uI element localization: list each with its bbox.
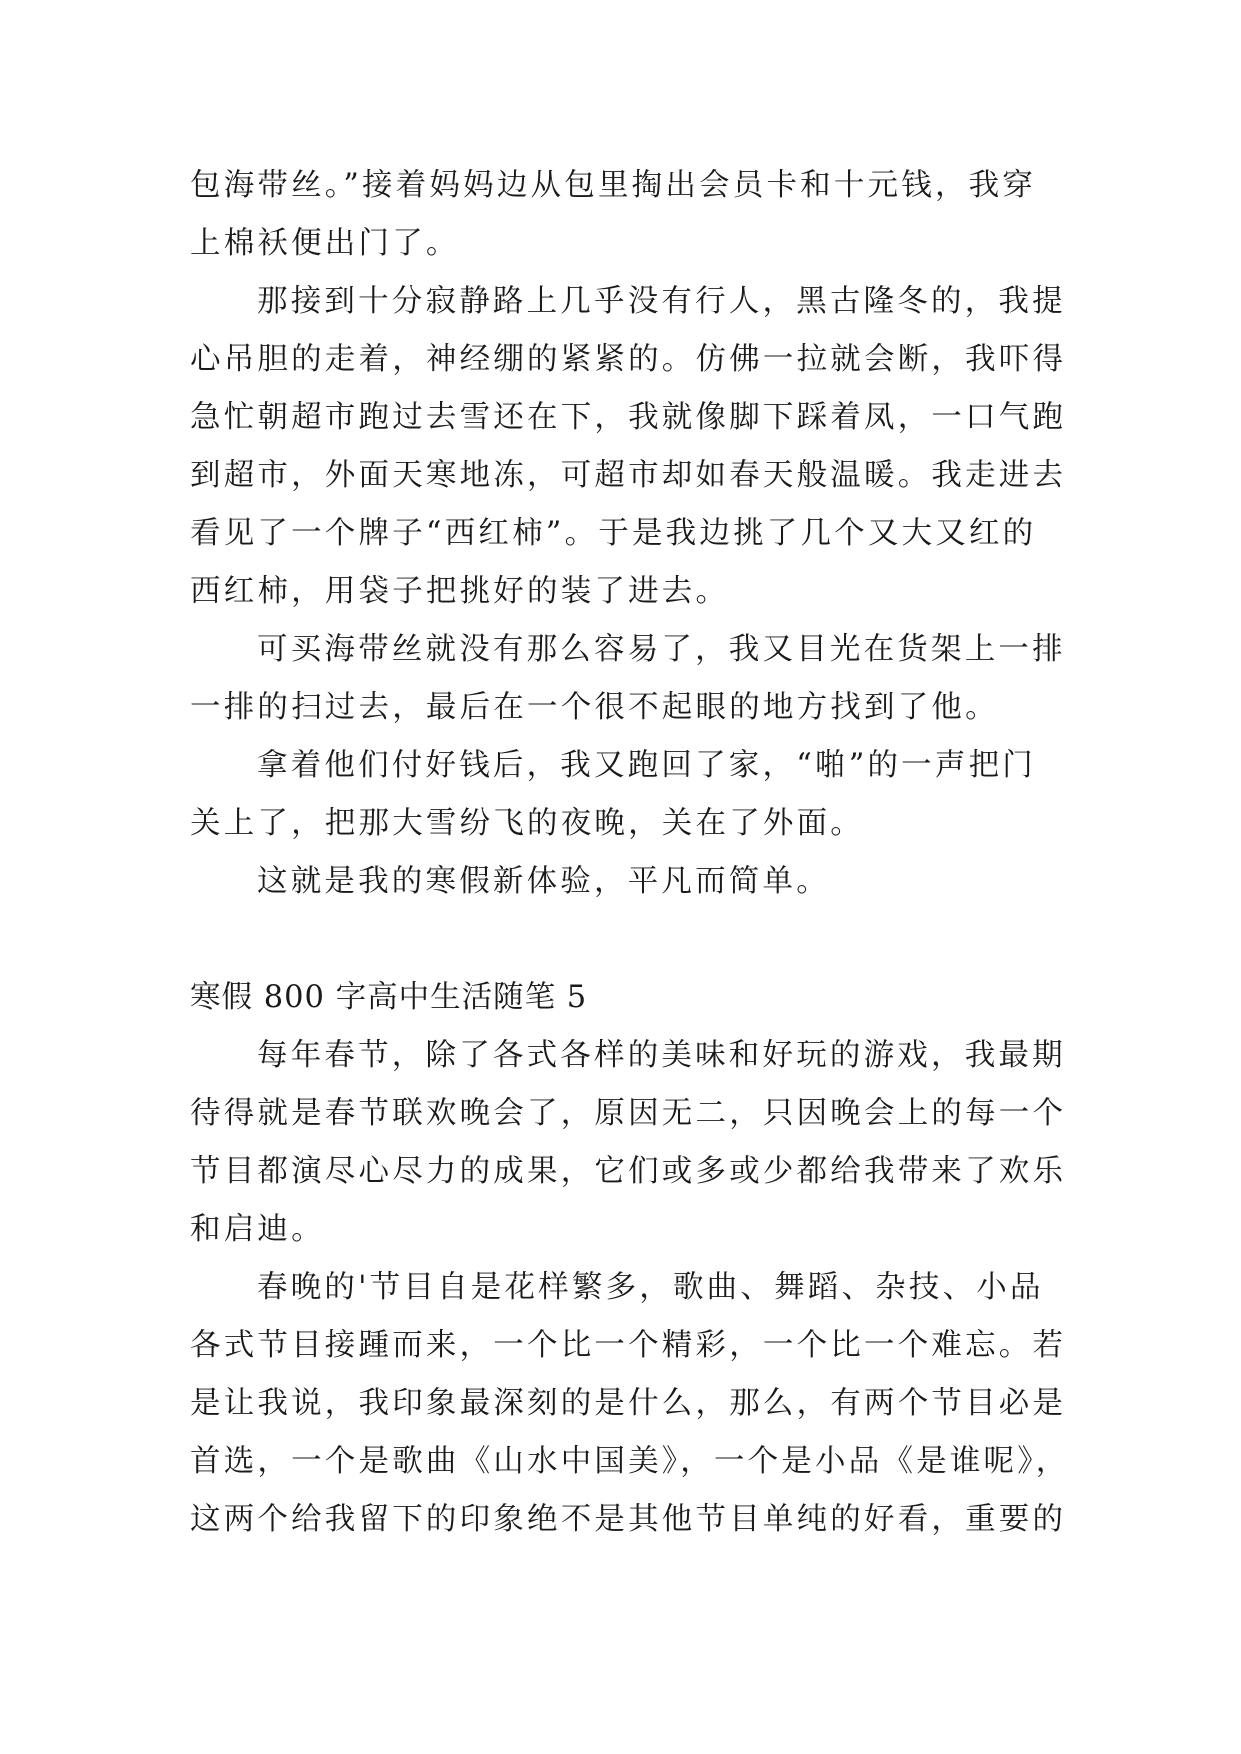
text-line: 和启迪。 (190, 1212, 325, 1247)
text-line: 拿着他们付好钱后，我又跑回了家，“啪”的一声把门 (257, 748, 1036, 783)
paragraph (190, 157, 1052, 273)
text-line: 每年春节，除了各式各样的美味和好玩的游戏，我最期 (257, 1038, 1066, 1073)
paragraph (190, 621, 1066, 737)
text-line: 看见了一个牌子“西红柿”。于是我边挑了几个又大又红的 (190, 516, 1037, 551)
text-line: 这就是我的寒假新体验，平凡而简单。 (257, 864, 830, 899)
text-line: 首选，一个是歌曲《山水中国美》，一个是小品《是谁呢》， (190, 1444, 1070, 1479)
text-line: 节目都演尽心尽力的成果，它们或多或少都给我带来了欢乐 (190, 1154, 1067, 1189)
text-line: 春晚的'节目自是花样繁多，歌曲、舞蹈、杂技、小品 (257, 1270, 1044, 1305)
text-line: 一排的扫过去，最后在一个很不起眼的地方找到了他。 (190, 690, 999, 725)
text-line: 包海带丝。”接着妈妈边从包里掏出会员卡和十元钱，我穿 (190, 168, 1037, 203)
text-line: 可买海带丝就没有那么容易了，我又目光在货架上一排 (257, 632, 1066, 667)
text-line: 急忙朝超市跑过去雪还在下，我就像脚下踩着凤，一口气跑 (190, 400, 1067, 435)
text-line: 这两个给我留下的印象绝不是其他节目单纯的好看，重要的 (190, 1502, 1067, 1537)
text-line: 心吊胆的走着，神经绷的紧紧的。仿佛一拉就会断，我吓得 (190, 342, 1067, 377)
text-line: 是让我说，我印象最深刻的是什么，那么，有两个节目必是 (190, 1386, 1067, 1421)
text-line: 上棉袄便出门了。 (190, 226, 460, 261)
paragraph (190, 273, 1067, 621)
paragraph (190, 1027, 1067, 1259)
text-line: 待得就是春节联欢晚会了，原因无二，只因晚会上的每一个 (190, 1096, 1067, 1131)
text-line: 各式节目接踵而来，一个比一个精彩，一个比一个难忘。若 (190, 1328, 1067, 1363)
paragraph (190, 1259, 1070, 1549)
text-line: 关上了，把那大雪纷飞的夜晚，关在了外面。 (190, 806, 864, 841)
text-line: 那接到十分寂静路上几乎没有行人，黑古隆冬的，我提 (257, 284, 1066, 319)
text-line: 西红柿，用袋子把挑好的装了进去。 (190, 574, 730, 609)
paragraph (190, 737, 1052, 853)
document-body (190, 157, 1070, 1549)
paragraph (190, 853, 1052, 911)
section-heading: 寒假 800 字高中生活随笔 5 (190, 980, 588, 1015)
text-line: 到超市，外面天寒地冻，可超市却如春天般温暖。我走进去 (190, 458, 1067, 493)
